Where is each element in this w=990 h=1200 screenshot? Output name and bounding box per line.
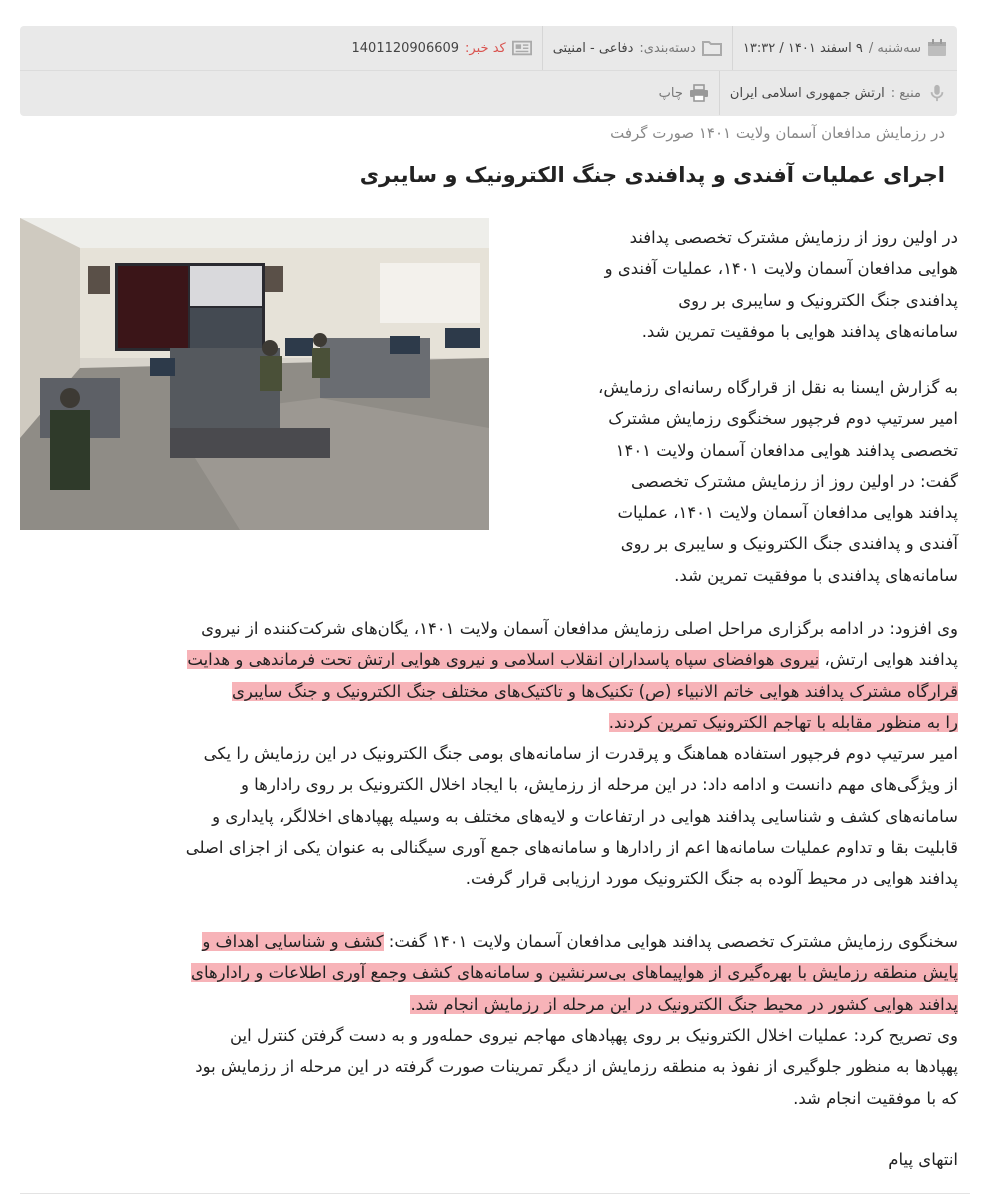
p5-plain-text: سخنگوی رزمایش مشترک تخصصی پدافند هوایی مدافعان آسمان ولایت ۱۴۰۱ گفت: [388, 932, 958, 951]
p4-line: از ویژگی‌های مهم دانست و ادامه داد: در این مرحله از رزمایش، با ایجاد اخلال الکترونیک بر روی رادارها و [240, 775, 958, 795]
p3-plain-text: پدافند هوایی ارتش، [824, 650, 958, 670]
date-label: سه‌شنبه / [868, 40, 921, 56]
p2-line: پدافند هوایی مدافعان آسمان ولایت ۱۴۰۱، عملیات [617, 503, 958, 523]
p2-line: آفندی و پدافندی جنگ الکترونیک و سایبری بر روی [620, 534, 958, 554]
highlighted-text: کشف و شناسایی اهداف و [202, 932, 384, 951]
newspaper-icon [512, 39, 532, 57]
p6-line: وی تصریح کرد: عملیات اخلال الکترونیک بر روی پهپادهای مهاجم نیروی حمله‌ور و به دست گرفتن کنترل این [229, 1026, 958, 1045]
p6-line: پهپادها به منظور جلوگیری از نفوذ به منطقه رزمایش از دیگر تمرینات صورت گرفته در این مرحله از رزمایش بود [195, 1057, 958, 1077]
p3-line: وی افزود: در ادامه برگزاری مراحل اصلی رزمایش مدافعان آسمان ولایت ۱۴۰۱، یگان‌های شرکت‌کننده از نیروی [201, 619, 958, 638]
source [719, 71, 957, 115]
p2-line: گفت: در اولین روز از رزمایش مشترک تخصصی [630, 471, 958, 491]
paragraph-4 [21, 738, 958, 894]
meta-row-top [20, 26, 957, 71]
folder-icon [702, 39, 722, 57]
paragraph-5 [21, 926, 958, 1020]
source-value: ارتش جمهوری اسلامی ایران [729, 85, 885, 101]
printer-icon [689, 84, 709, 102]
source-label: منبع : [890, 85, 921, 101]
paragraph-3 [21, 613, 958, 738]
highlighted-text: را به منظور مقابله با تهاجم الکترونیک تمرین کردند. [608, 712, 958, 732]
news-code [342, 26, 542, 70]
footer-divider [20, 1193, 970, 1194]
p4-line: قابلیت بقا و تداوم عملیات سامانه‌ها اعم از رادارها و سامانه‌های جمع آوری سیگنالی به عنوان یکی از اجزای اصلی [185, 837, 958, 857]
p1-line: در اولین روز از رزمایش مشترک تخصصی پدافند [629, 228, 958, 247]
highlighted-text: پدافند هوایی کشور در محیط جنگ الکترونیک در این مرحله از رزمایش انجام شد. [410, 994, 958, 1014]
paragraph-2 [513, 372, 958, 591]
p3-line [21, 644, 958, 675]
category-label: دسته‌بندی: [639, 40, 696, 56]
category [542, 26, 732, 70]
print-label: چاپ [658, 85, 683, 101]
p5-line [21, 957, 958, 988]
p3-line [21, 707, 958, 738]
news-code-value: 1401120906609 [351, 40, 460, 56]
p4-line: سامانه‌های کشف و شناسایی پدافند هوایی در ارتفاعات و لایه‌های مختلف به وسیله پهپادهای اخلالگر، پایداری و [212, 806, 958, 826]
news-code-label: کد خبر: [465, 40, 506, 56]
p5-line [21, 926, 958, 957]
highlighted-text: نیروی هوافضای سپاه پاسداران انقلاب اسلامی و نیروی هوایی ارتش تحت فرماندهی و هدایت [187, 650, 820, 670]
p4-line: امیر سرتیپ دوم فرجپور استفاده هماهنگ و پرقدرت از سامانه‌های بومی جنگ الکترونیک در این رزمایش را یکی [203, 744, 958, 763]
calendar-icon [927, 39, 947, 57]
p1-line: سامانه‌های پدافند هوایی با موفقیت تمرین شد. [641, 321, 958, 341]
article-meta-bar [20, 26, 957, 116]
meta-row-bottom [20, 71, 957, 115]
p2-line: تخصصی پدافند هوایی مدافعان آسمان ولایت ۱۴۰۱ [615, 440, 958, 460]
paragraph-6 [21, 1020, 958, 1114]
p3-line [21, 676, 958, 707]
article-title: اجرای عملیات آفندی و پدافندی جنگ الکترونیک و سایبری [359, 163, 945, 187]
date-value: ۹ اسفند ۱۴۰۱ / ۱۳:۳۲ [742, 40, 863, 56]
article-photo [20, 218, 489, 530]
highlighted-text: قرارگاه مشترک پدافند هوایی خاتم الانبیاء (ص) تکنیک‌ها و تاکتیک‌های مختلف جنگ الکترونیک و جنگ سایبری [231, 681, 958, 701]
p6-line: که با موفقیت انجام شد. [793, 1088, 958, 1108]
p1-line: هوایی مدافعان آسمان ولایت ۱۴۰۱، عملیات آفندی و [604, 259, 958, 279]
paragraph-1 [513, 222, 958, 347]
article-lead: در رزمایش مدافعان آسمان ولایت ۱۴۰۱ صورت گرفت [610, 124, 945, 142]
p4-line: پدافند هوایی در محیط آلوده به جنگ الکترونیک مورد ارزیابی قرار گرفت. [465, 869, 958, 889]
end-of-message: انتهای پیام [888, 1150, 958, 1169]
print-button[interactable] [649, 71, 719, 115]
p2-line: امیر سرتیپ دوم فرجپور سخنگوی رزمایش مشترک [608, 409, 958, 429]
category-link[interactable]: دفاعی - امنیتی [552, 40, 634, 56]
p1-line: پدافندی جنگ الکترونیک و سایبری بر روی [678, 290, 958, 310]
microphone-icon [927, 84, 947, 102]
p2-line: سامانه‌های پدافندی با موفقیت تمرین شد. [674, 565, 958, 585]
publish-date [732, 26, 957, 70]
p2-line: به گزارش ایسنا به نقل از قرارگاه رسانه‌ای رزمایش، [598, 378, 958, 397]
p5-line [21, 989, 958, 1020]
highlighted-text: پایش منطقه رزمایش با بهره‌گیری از هواپیماهای بی‌سرنشین و سامانه‌های کشف وجمع آوری اطلاعات و رادارهای [191, 963, 958, 983]
control-room-image [20, 218, 489, 530]
